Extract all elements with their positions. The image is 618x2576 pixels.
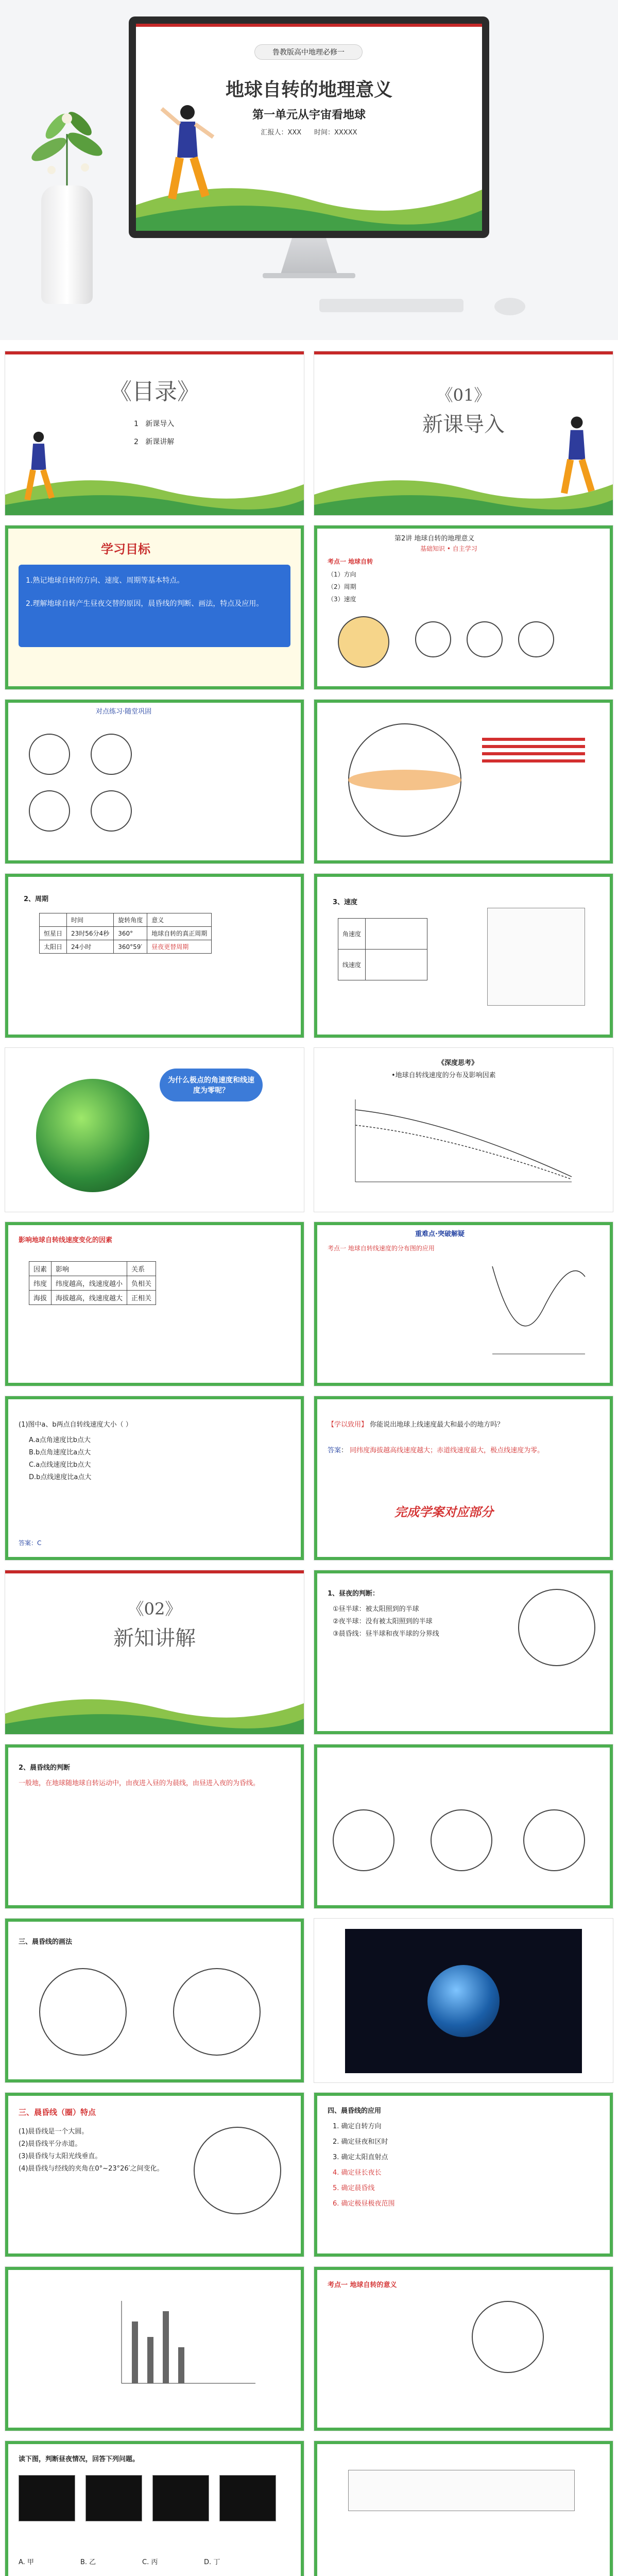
factors-table bbox=[29, 1261, 156, 1305]
deep-title: 《深度思考》 bbox=[438, 1059, 478, 1067]
figure-panel bbox=[152, 2475, 209, 2521]
dancing-person-icon bbox=[551, 413, 603, 506]
terminator-title: 2、晨昏线的判断 bbox=[19, 1764, 71, 1772]
table-header: 关系 bbox=[127, 1262, 156, 1276]
deep-sub: •地球自转线速度的分布及影响因素 bbox=[391, 1072, 496, 1079]
table-cell: 海拔 bbox=[29, 1291, 52, 1305]
mcq-question: 读下图，判断昼夜情况，回答下列问题。 bbox=[19, 2455, 140, 2463]
slide-night-photo bbox=[314, 1919, 613, 2082]
course-pill: 鲁教版高中地理必修一 bbox=[254, 44, 363, 60]
table-cell: 360° bbox=[114, 927, 147, 940]
slide-toc bbox=[5, 351, 304, 515]
goal-line-2: 2.理解地球自转产生昼夜交替的原因，晨昏线的判断、画法，特点及应用。 bbox=[26, 600, 264, 608]
slide-exercise bbox=[314, 2267, 613, 2431]
daynight-line: ③晨昏线：昼半球和夜半球的分界线 bbox=[333, 1630, 439, 1638]
question-cloud: 为什么极点的角速度和线速度为零呢？ bbox=[160, 1069, 263, 1101]
table-cell: 昼夜更替周期 bbox=[147, 940, 212, 954]
quiz-answer: 答案：C bbox=[19, 1539, 42, 1547]
table-header: 因素 bbox=[29, 1262, 52, 1276]
speed-curve-chart bbox=[345, 1089, 582, 1192]
table-row bbox=[338, 950, 427, 980]
mcq-option-b[interactable]: B. 乙 bbox=[80, 2558, 96, 2566]
slide-mcq bbox=[5, 2441, 304, 2576]
dancing-person-icon bbox=[157, 101, 218, 214]
globe-diagram bbox=[518, 621, 554, 657]
mcq-option-d[interactable]: D. 丁 bbox=[204, 2558, 220, 2566]
table-header: 旋转角度 bbox=[114, 913, 147, 927]
table-cell: 海拔越高，线速度越大 bbox=[52, 1291, 127, 1305]
slide-section-01 bbox=[314, 351, 613, 515]
hero-subtitle: 第一单元从宇宙看地球 bbox=[252, 109, 366, 122]
globe-diagram bbox=[472, 2301, 544, 2373]
globe-diagram bbox=[91, 790, 132, 832]
study-link: 完成学案对应部分 bbox=[394, 1505, 493, 1519]
slide-terminator-judge bbox=[5, 1744, 304, 1908]
quiz-option-a[interactable]: A.a点角速度比b点大 bbox=[29, 1436, 91, 1444]
exercise-title: 考点一 地球自转的意义 bbox=[328, 2281, 397, 2289]
slide-factors bbox=[5, 1222, 304, 1386]
application-line: 2. 确定昼夜和区时 bbox=[333, 2138, 388, 2146]
slide-quiz bbox=[5, 1396, 304, 1560]
slide-daynight bbox=[314, 1570, 613, 1734]
lesson-heading: 第2讲 地球自转的地理意义 bbox=[394, 535, 475, 543]
learn-answer-label: 答案 bbox=[328, 1447, 341, 1454]
slide-draw bbox=[5, 1919, 304, 2082]
application-line: 4. 确定昼长夜长 bbox=[333, 2169, 382, 2177]
application-line: 3. 确定太阳直射点 bbox=[333, 2154, 388, 2161]
mouse bbox=[494, 298, 525, 315]
table-row bbox=[338, 919, 427, 950]
table-cell: 地球自转的真正周期 bbox=[147, 927, 212, 940]
lesson-point: 考点一 地球自转 bbox=[328, 558, 373, 565]
slide-period bbox=[5, 874, 304, 1038]
globe-diagram bbox=[467, 621, 503, 657]
table-cell: 纬度越高，线速度越小 bbox=[52, 1276, 127, 1291]
table-cell: 负相关 bbox=[127, 1276, 156, 1291]
table-cell: 360°59′ bbox=[114, 940, 147, 954]
section-num: 《02》 bbox=[127, 1599, 182, 1619]
slide-learn: 【学以致用】 你能说出地球上线速度最大和最小的地方吗？ 答案： 同纬度海拔越高线速度越大；赤道线速度最大，极点线速度为零。 完成学案对应部分 bbox=[314, 1396, 613, 1560]
green-wave bbox=[5, 1688, 304, 1734]
toc-item-1[interactable] bbox=[134, 418, 174, 430]
quiz-option-b[interactable]: B.b点角速度比a点大 bbox=[29, 1449, 91, 1456]
table-cell: 23时56分4秒 bbox=[67, 927, 114, 940]
mcq-option-c[interactable]: C. 丙 bbox=[142, 2558, 158, 2566]
period-label: 2、周期 bbox=[24, 895, 49, 903]
quiz-question: (1)图中a、b两点自转线速度大小（ ） bbox=[19, 1421, 132, 1429]
slide-deep-think bbox=[314, 1048, 613, 1212]
lesson-row-3: （3）速度 bbox=[328, 596, 356, 603]
toc-title: 《目录》 bbox=[109, 379, 200, 405]
toc-item-label: 新课导入 bbox=[145, 420, 175, 428]
period-table bbox=[39, 913, 212, 954]
features-title: 三、晨昏线（圈）特点 bbox=[19, 2108, 96, 2117]
slide-practice bbox=[5, 700, 304, 863]
table-header: 意义 bbox=[147, 913, 212, 927]
globe-diagram bbox=[523, 1809, 585, 1871]
speed-label: 3、速度 bbox=[333, 899, 358, 906]
slide-question bbox=[5, 1048, 304, 1212]
hero-title: 地球自转的地理意义 bbox=[225, 79, 392, 100]
draw-title: 三、晨昏线的画法 bbox=[19, 1938, 73, 1946]
breakthrough-point: 考点一 地球自转线速度的分布图的应用 bbox=[328, 1245, 435, 1252]
speed-diagram bbox=[487, 908, 585, 1006]
toc-item-num: 1 bbox=[134, 420, 139, 428]
table-cell: 角速度 bbox=[338, 919, 366, 950]
hero-mockup bbox=[0, 0, 618, 340]
table-header: 影响 bbox=[52, 1262, 127, 1276]
monitor-base bbox=[263, 273, 355, 278]
feature-line: (3)晨昏线与太阳光线垂直。 bbox=[19, 2153, 102, 2160]
globe-diagram bbox=[29, 734, 70, 775]
globe-diagram bbox=[29, 790, 70, 832]
table-row bbox=[29, 1276, 156, 1291]
slide-goals bbox=[5, 526, 304, 689]
annotation-text bbox=[482, 734, 585, 826]
dancing-person-icon bbox=[15, 429, 62, 511]
daynight-line: ②夜半球：没有被太阳照到的半球 bbox=[333, 1618, 433, 1625]
table-header: 时间 bbox=[67, 913, 114, 927]
monitor bbox=[129, 16, 489, 238]
factors-title: 影响地球自转线速度变化的因素 bbox=[19, 1236, 113, 1244]
slide-long-question bbox=[314, 2441, 613, 2576]
breakthrough-title: 重难点·突破解疑 bbox=[415, 1230, 465, 1238]
speed-table bbox=[338, 918, 427, 980]
table-row bbox=[40, 927, 212, 940]
globe-diagram bbox=[431, 1809, 492, 1871]
application-line: 1. 确定自转方向 bbox=[333, 2123, 382, 2130]
vase bbox=[41, 185, 93, 304]
lesson-sub: 基础知识 • 自主学习 bbox=[420, 545, 477, 552]
slide-speed bbox=[314, 874, 613, 1038]
table-cell: 纬度 bbox=[29, 1276, 52, 1291]
goal-line-1: 1.熟记地球自转的方向、速度、周期等基本特点。 bbox=[26, 577, 184, 585]
figure-panel bbox=[219, 2475, 276, 2521]
toc-item-2[interactable] bbox=[134, 436, 174, 448]
mcq-option-a[interactable]: A. 甲 bbox=[19, 2558, 34, 2566]
globe-diagram bbox=[39, 1968, 127, 2056]
earth-globe bbox=[36, 1079, 149, 1192]
table-cell: 恒星日 bbox=[40, 927, 67, 940]
bar-chart-figure bbox=[111, 2291, 266, 2394]
learn-title: 【学以致用】 bbox=[328, 1421, 368, 1429]
slide-features bbox=[5, 2093, 304, 2257]
globe-diagram bbox=[338, 616, 389, 668]
table-row bbox=[40, 940, 212, 954]
feature-line: (1)晨昏线是一个大圆。 bbox=[19, 2128, 89, 2136]
section-num: 《01》 bbox=[436, 385, 491, 405]
keyboard bbox=[319, 299, 464, 312]
quiz-option-c[interactable]: C.a点线速度比b点大 bbox=[29, 1461, 91, 1469]
slide-lesson2 bbox=[314, 526, 613, 689]
daynight-line: ①昼半球：被太阳照到的半球 bbox=[333, 1605, 419, 1613]
monitor-screen bbox=[136, 24, 482, 231]
lesson-row-2: （2）周期 bbox=[328, 583, 356, 590]
application-title: 四、晨昏线的应用 bbox=[328, 2107, 382, 2115]
slide-application bbox=[314, 2093, 613, 2257]
table-cell: 太阳日 bbox=[40, 940, 67, 954]
space-image bbox=[345, 1929, 582, 2073]
slide-breakthrough bbox=[314, 1222, 613, 1386]
terminator-line: 一般地，在地球随地球自转运动中，由夜进入昼的为晨线，由昼进入夜的为昏线。 bbox=[19, 1780, 260, 1787]
lesson-row-1: （1）方向 bbox=[328, 571, 356, 578]
monitor-stand bbox=[281, 238, 337, 274]
slide-rotation-diagram bbox=[314, 700, 613, 863]
toc-item-label: 新课讲解 bbox=[145, 438, 175, 446]
slide-chart-exercise bbox=[5, 2267, 304, 2431]
globe-diagram bbox=[333, 1809, 394, 1871]
table-header bbox=[40, 913, 67, 927]
strip-figure bbox=[348, 2470, 575, 2511]
slide-terminator-figs bbox=[314, 1744, 613, 1908]
toc-item-num: 2 bbox=[134, 438, 139, 446]
daynight-title: 1、昼夜的判断： bbox=[328, 1590, 380, 1598]
figure-panel bbox=[19, 2475, 75, 2521]
learn-text: 你能说出地球上线速度最大和最小的地方吗？ bbox=[370, 1421, 504, 1429]
globe-diagram bbox=[194, 2127, 281, 2214]
application-line: 5. 确定晨昏线 bbox=[333, 2184, 375, 2192]
section-title: 新知讲解 bbox=[113, 1626, 196, 1650]
goals-title: 学习目标 bbox=[101, 542, 150, 556]
globe-diagram bbox=[518, 1589, 595, 1666]
feature-line: (4)晨昏线与经线的夹角在0°~23°26′之间变化。 bbox=[19, 2165, 164, 2173]
practice-title: 对点练习·随堂巩固 bbox=[96, 708, 152, 716]
table-cell: 线速度 bbox=[338, 950, 366, 980]
table-cell: 正相关 bbox=[127, 1291, 156, 1305]
figure-panel bbox=[85, 2475, 142, 2521]
hero-meta: 汇报人：XXX 时间：XXXXX bbox=[261, 129, 357, 137]
table-row bbox=[29, 1291, 156, 1305]
section-title: 新课导入 bbox=[422, 413, 505, 436]
table-cell: 24小时 bbox=[67, 940, 114, 954]
globe-diagram bbox=[415, 621, 451, 657]
application-line: 6. 确定极昼极夜范围 bbox=[333, 2200, 395, 2208]
quiz-option-d[interactable]: D.b点线速度比a点大 bbox=[29, 1473, 92, 1481]
learn-answer: 同纬度海拔越高线速度越大；赤道线速度最大，极点线速度为零。 bbox=[350, 1447, 544, 1454]
wave-line-chart bbox=[487, 1256, 590, 1359]
feature-line: (2)晨昏线平分赤道。 bbox=[19, 2140, 82, 2148]
slide-section-02 bbox=[5, 1570, 304, 1734]
globe-diagram bbox=[91, 734, 132, 775]
globe-diagram bbox=[173, 1968, 261, 2056]
